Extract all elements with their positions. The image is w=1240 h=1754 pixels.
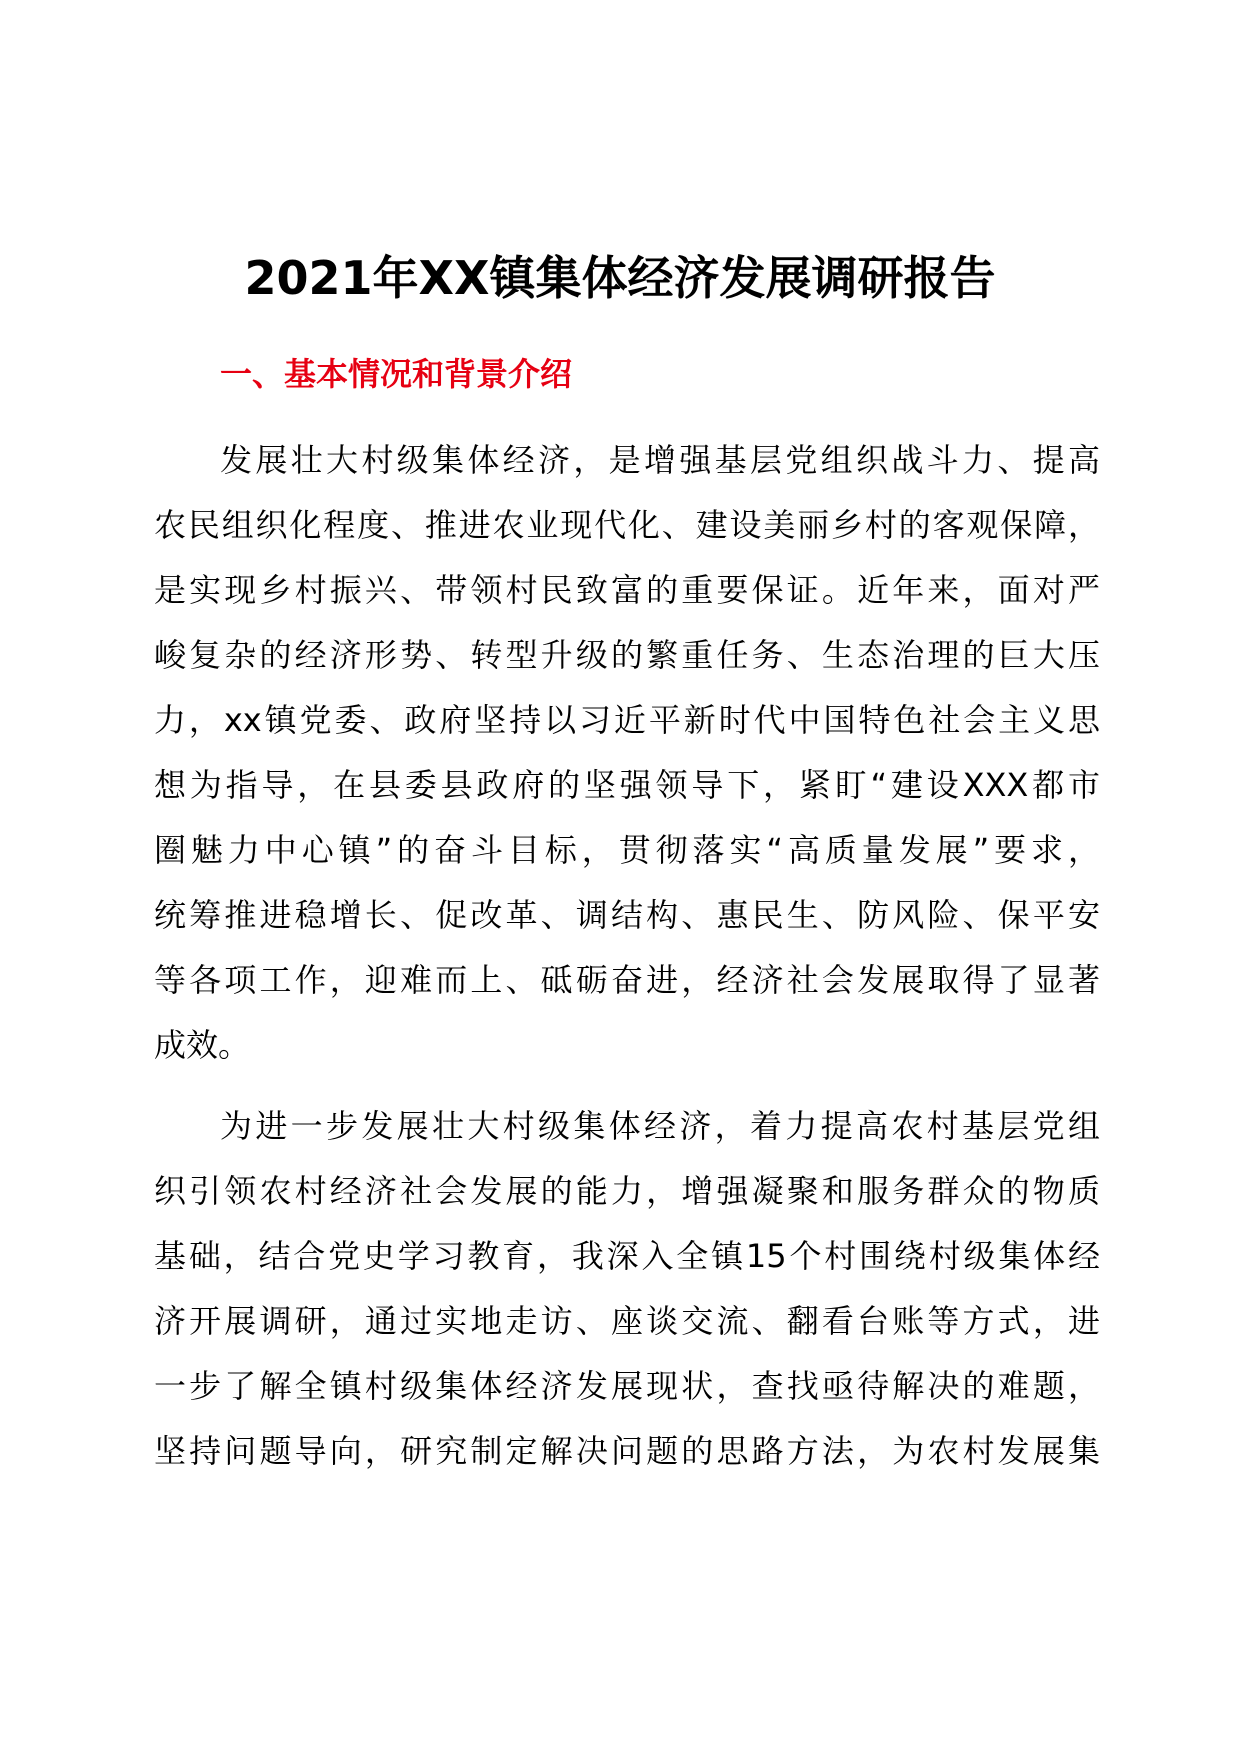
section-heading: 一、基本情况和背景介绍 (220, 355, 573, 393)
paragraph-line: 农民组织化程度、推进农业现代化、建设美丽乡村的客观保障， (154, 506, 1100, 544)
paragraph-line: 为进一步发展壮大村级集体经济，着力提高农村基层党组 (220, 1107, 1100, 1145)
paragraph-line: 发展壮大村级集体经济，是增强基层党组织战斗力、提高 (220, 441, 1100, 479)
paragraph-line: 统筹推进稳增长、促改革、调结构、惠民生、防风险、保平安 (154, 896, 1100, 934)
paragraph-line: 想为指导，在县委县政府的坚强领导下，紧盯“建设XXX都市 (154, 766, 1100, 804)
paragraph-line: 一步了解全镇村级集体经济发展现状，查找亟待解决的难题， (154, 1367, 1100, 1405)
paragraph-line: 织引领农村经济社会发展的能力，增强凝聚和服务群众的物质 (154, 1172, 1100, 1210)
paragraph-line: 基础，结合党史学习教育，我深入全镇15个村围绕村级集体经 (154, 1237, 1100, 1275)
paragraph-line: 是实现乡村振兴、带领村民致富的重要保证。近年来，面对严 (154, 571, 1100, 609)
document-title: 2021年XX镇集体经济发展调研报告 (244, 251, 996, 305)
paragraph-line: 峻复杂的经济形势、转型升级的繁重任务、生态治理的巨大压 (154, 636, 1100, 674)
paragraph-line: 济开展调研，通过实地走访、座谈交流、翻看台账等方式，进 (154, 1302, 1100, 1340)
paragraph-line: 力，xx镇党委、政府坚持以习近平新时代中国特色社会主义思 (154, 701, 1100, 739)
paragraph-line: 圈魅力中心镇”的奋斗目标，贯彻落实“高质量发展”要求， (154, 831, 1100, 869)
paragraph-line: 成效。 (154, 1026, 251, 1064)
paragraph-background (154, 428, 1100, 1078)
paragraph-research (154, 1094, 1100, 1484)
paragraph-line: 坚持问题导向，研究制定解决问题的思路方法，为农村发展集 (154, 1432, 1100, 1470)
paragraph-line: 等各项工作，迎难而上、砥砺奋进，经济社会发展取得了显著 (154, 961, 1100, 999)
